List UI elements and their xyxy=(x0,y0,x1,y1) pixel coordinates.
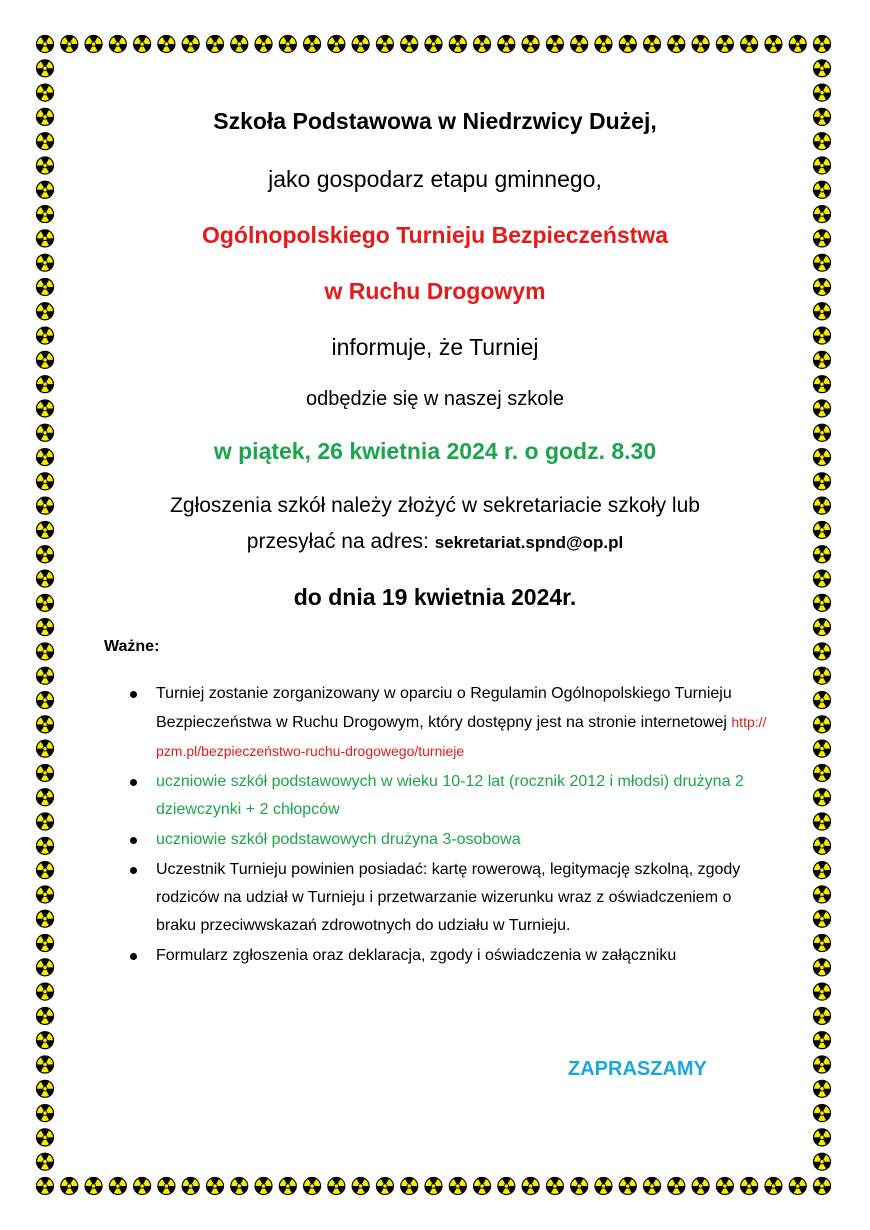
radiation-symbol-icon xyxy=(814,667,831,684)
radiation-symbol-icon xyxy=(182,1178,199,1195)
important-list xyxy=(128,680,768,972)
tournament-title-line1: Ogólnopolskiego Turnieju Bezpieczeństwa xyxy=(201,222,669,248)
radiation-symbol-icon xyxy=(376,1178,393,1195)
radiation-symbol-icon xyxy=(741,1178,758,1195)
place-line: odbędzie się w naszej szkole xyxy=(306,388,564,410)
radiation-symbol-icon xyxy=(814,1080,831,1097)
radiation-symbol-icon xyxy=(814,1129,831,1146)
radiation-symbol-icon xyxy=(37,1178,54,1195)
radiation-symbol-icon xyxy=(449,36,466,53)
radiation-symbol-icon xyxy=(425,36,442,53)
list-item xyxy=(128,680,768,766)
radiation-symbol-icon xyxy=(37,1032,54,1049)
deadline: do dnia 19 kwietnia 2024r. xyxy=(293,584,577,610)
radiation-symbol-icon xyxy=(522,1178,539,1195)
important-label: Ważne: xyxy=(104,638,160,655)
bullet-5-text: Formularz zgłoszenia oraz deklaracja, zgody i oświadczenia w załączniku xyxy=(156,947,677,964)
radiation-symbol-icon xyxy=(522,36,539,53)
radiation-symbol-icon xyxy=(692,1178,709,1195)
radiation-symbol-icon xyxy=(692,36,709,53)
radiation-symbol-icon xyxy=(619,36,636,53)
radiation-symbol-icon xyxy=(814,254,831,271)
bullet-3-text: uczniowie szkół podstawowych drużyna 3-osobowa xyxy=(156,831,521,848)
radiation-symbol-icon xyxy=(158,1178,175,1195)
radiation-symbol-icon xyxy=(814,813,831,830)
radiation-symbol-icon xyxy=(37,133,54,150)
radiation-symbol-icon xyxy=(158,36,175,53)
radiation-symbol-icon xyxy=(37,910,54,927)
radiation-symbol-icon xyxy=(37,862,54,879)
radiation-symbol-icon xyxy=(498,36,515,53)
list-item xyxy=(128,942,768,970)
radiation-symbol-icon xyxy=(814,886,831,903)
radiation-symbol-icon xyxy=(668,1178,685,1195)
radiation-symbol-icon xyxy=(37,619,54,636)
radiation-symbol-icon xyxy=(619,1178,636,1195)
radiation-symbol-icon xyxy=(571,36,588,53)
radiation-symbol-icon xyxy=(231,36,248,53)
host-role: jako gospodarz etapu gminnego, xyxy=(268,166,602,192)
radiation-symbol-icon xyxy=(37,740,54,757)
radiation-symbol-icon xyxy=(304,1178,321,1195)
radiation-symbol-icon xyxy=(814,643,831,660)
radiation-symbol-icon xyxy=(85,36,102,53)
radiation-symbol-icon xyxy=(328,1178,345,1195)
radiation-symbol-icon xyxy=(279,36,296,53)
radiation-symbol-icon xyxy=(814,740,831,757)
radiation-symbol-icon xyxy=(814,619,831,636)
regulations-link[interactable]: http:// pzm.pl/bezpieczeństwo-ruchu-drogowego/turnieje xyxy=(156,714,767,759)
radiation-symbol-icon xyxy=(789,1178,806,1195)
submission-line2 xyxy=(0,530,870,554)
radiation-symbol-icon xyxy=(37,1153,54,1170)
radiation-symbol-icon xyxy=(255,1178,272,1195)
list-item xyxy=(128,826,768,854)
radiation-symbol-icon xyxy=(37,84,54,101)
radiation-symbol-icon xyxy=(571,1178,588,1195)
list-item xyxy=(128,768,768,824)
bullet-icon xyxy=(130,837,137,844)
radiation-symbol-icon xyxy=(37,303,54,320)
radiation-symbol-icon xyxy=(546,36,563,53)
radiation-symbol-icon xyxy=(644,1178,661,1195)
radiation-symbol-icon xyxy=(814,473,831,490)
bullet-4-text: Uczestnik Turnieju powinien posiadać: kartę rowerową, legitymację szkolną, zgody rodziców na udział w Turnieju i przetwarzanie wizerunku wraz z oświadczeniem o braku przeciwwskazań zdrowotnych do udziału w Turnieju. xyxy=(156,861,741,934)
radiation-symbol-icon xyxy=(37,1007,54,1024)
radiation-symbol-icon xyxy=(37,959,54,976)
radiation-symbol-icon xyxy=(814,1153,831,1170)
radiation-symbol-icon xyxy=(376,36,393,53)
radiation-symbol-icon xyxy=(37,764,54,781)
radiation-symbol-icon xyxy=(814,1105,831,1122)
radiation-symbol-icon xyxy=(595,36,612,53)
radiation-symbol-icon xyxy=(814,133,831,150)
radiation-symbol-icon xyxy=(37,254,54,271)
bullet-1-text: Turniej zostanie zorganizowany w oparciu o Regulamin Ogólnopolskiego Turnieju Bezpieczeństwa w Ruchu Drogowym, który dostępny jest na stronie internetowej xyxy=(156,685,732,731)
bullet-icon xyxy=(130,953,137,960)
radiation-symbol-icon xyxy=(716,36,733,53)
radiation-symbol-icon xyxy=(134,1178,151,1195)
radiation-symbol-icon xyxy=(814,36,831,53)
radiation-symbol-icon xyxy=(37,1056,54,1073)
radiation-symbol-icon xyxy=(37,935,54,952)
radiation-symbol-icon xyxy=(595,1178,612,1195)
radiation-symbol-icon xyxy=(644,36,661,53)
radiation-symbol-icon xyxy=(814,764,831,781)
radiation-symbol-icon xyxy=(109,36,126,53)
radiation-symbol-icon xyxy=(814,1056,831,1073)
radiation-symbol-icon xyxy=(37,886,54,903)
radiation-symbol-icon xyxy=(37,667,54,684)
radiation-symbol-icon xyxy=(425,1178,442,1195)
radiation-symbol-icon xyxy=(37,716,54,733)
tournament-title-line2: w Ruchu Drogowym xyxy=(324,278,546,304)
radiation-symbol-icon xyxy=(814,910,831,927)
radiation-symbol-icon xyxy=(814,935,831,952)
radiation-symbol-icon xyxy=(474,1178,491,1195)
bullet-icon xyxy=(130,691,137,698)
radiation-symbol-icon xyxy=(765,36,782,53)
radiation-symbol-icon xyxy=(206,36,223,53)
radiation-symbol-icon xyxy=(61,36,78,53)
bullet-icon xyxy=(130,867,137,874)
radiation-symbol-icon xyxy=(814,84,831,101)
radiation-symbol-icon xyxy=(814,60,831,77)
radiation-symbol-icon xyxy=(814,716,831,733)
bullet-2-text: uczniowie szkół podstawowych w wieku 10-12 lat (rocznik 2012 i młodsi) drużyna 2 dziewczynki + 2 chłopców xyxy=(156,773,744,818)
radiation-symbol-icon xyxy=(716,1178,733,1195)
radiation-symbol-icon xyxy=(814,1178,831,1195)
radiation-symbol-icon xyxy=(814,983,831,1000)
radiation-symbol-icon xyxy=(741,36,758,53)
radiation-symbol-icon xyxy=(814,1032,831,1049)
radiation-symbol-icon xyxy=(814,206,831,223)
radiation-symbol-icon xyxy=(255,36,272,53)
radiation-symbol-icon xyxy=(814,959,831,976)
bullet-icon xyxy=(130,779,137,786)
radiation-symbol-icon xyxy=(37,789,54,806)
radiation-symbol-icon xyxy=(37,206,54,223)
radiation-symbol-icon xyxy=(37,1129,54,1146)
submission-line1: Zgłoszenia szkół należy złożyć w sekretariacie szkoły lub xyxy=(170,494,700,517)
radiation-symbol-icon xyxy=(789,36,806,53)
radiation-symbol-icon xyxy=(37,983,54,1000)
radiation-symbol-icon xyxy=(279,1178,296,1195)
radiation-symbol-icon xyxy=(814,837,831,854)
info-line: informuje, że Turniej xyxy=(331,334,539,360)
radiation-symbol-icon xyxy=(37,473,54,490)
radiation-symbol-icon xyxy=(352,36,369,53)
list-item xyxy=(128,856,768,940)
radiation-symbol-icon xyxy=(814,789,831,806)
radiation-symbol-icon xyxy=(37,1105,54,1122)
radiation-symbol-icon xyxy=(37,643,54,660)
radiation-symbol-icon xyxy=(401,1178,418,1195)
event-date: w piątek, 26 kwietnia 2024 r. o godz. 8.30 xyxy=(213,438,657,464)
radiation-symbol-icon xyxy=(765,1178,782,1195)
radiation-symbol-icon xyxy=(37,36,54,53)
radiation-symbol-icon xyxy=(401,36,418,53)
school-name: Szkoła Podstawowa w Niedrzwicy Dużej, xyxy=(213,108,657,134)
radiation-symbol-icon xyxy=(37,813,54,830)
radiation-symbol-icon xyxy=(814,692,831,709)
radiation-symbol-icon xyxy=(814,1007,831,1024)
radiation-symbol-icon xyxy=(352,1178,369,1195)
radiation-symbol-icon xyxy=(85,1178,102,1195)
radiation-symbol-icon xyxy=(498,1178,515,1195)
radiation-symbol-icon xyxy=(206,1178,223,1195)
submission-email[interactable]: sekretariat.spnd@op.pl xyxy=(434,533,624,552)
submission-prefix: przesyłać na adres: xyxy=(246,530,429,553)
radiation-symbol-icon xyxy=(61,1178,78,1195)
radiation-symbol-icon xyxy=(449,1178,466,1195)
radiation-symbol-icon xyxy=(231,1178,248,1195)
radiation-symbol-icon xyxy=(814,862,831,879)
radiation-symbol-icon xyxy=(134,36,151,53)
radiation-symbol-icon xyxy=(328,36,345,53)
radiation-symbol-icon xyxy=(182,36,199,53)
radiation-symbol-icon xyxy=(37,837,54,854)
radiation-symbol-icon xyxy=(37,1080,54,1097)
radiation-symbol-icon xyxy=(37,692,54,709)
radiation-symbol-icon xyxy=(814,303,831,320)
radiation-symbol-icon xyxy=(546,1178,563,1195)
invitation: ZAPRASZAMY xyxy=(568,1058,707,1080)
radiation-symbol-icon xyxy=(37,60,54,77)
radiation-symbol-icon xyxy=(109,1178,126,1195)
radiation-symbol-icon xyxy=(304,36,321,53)
radiation-symbol-icon xyxy=(474,36,491,53)
radiation-symbol-icon xyxy=(668,36,685,53)
